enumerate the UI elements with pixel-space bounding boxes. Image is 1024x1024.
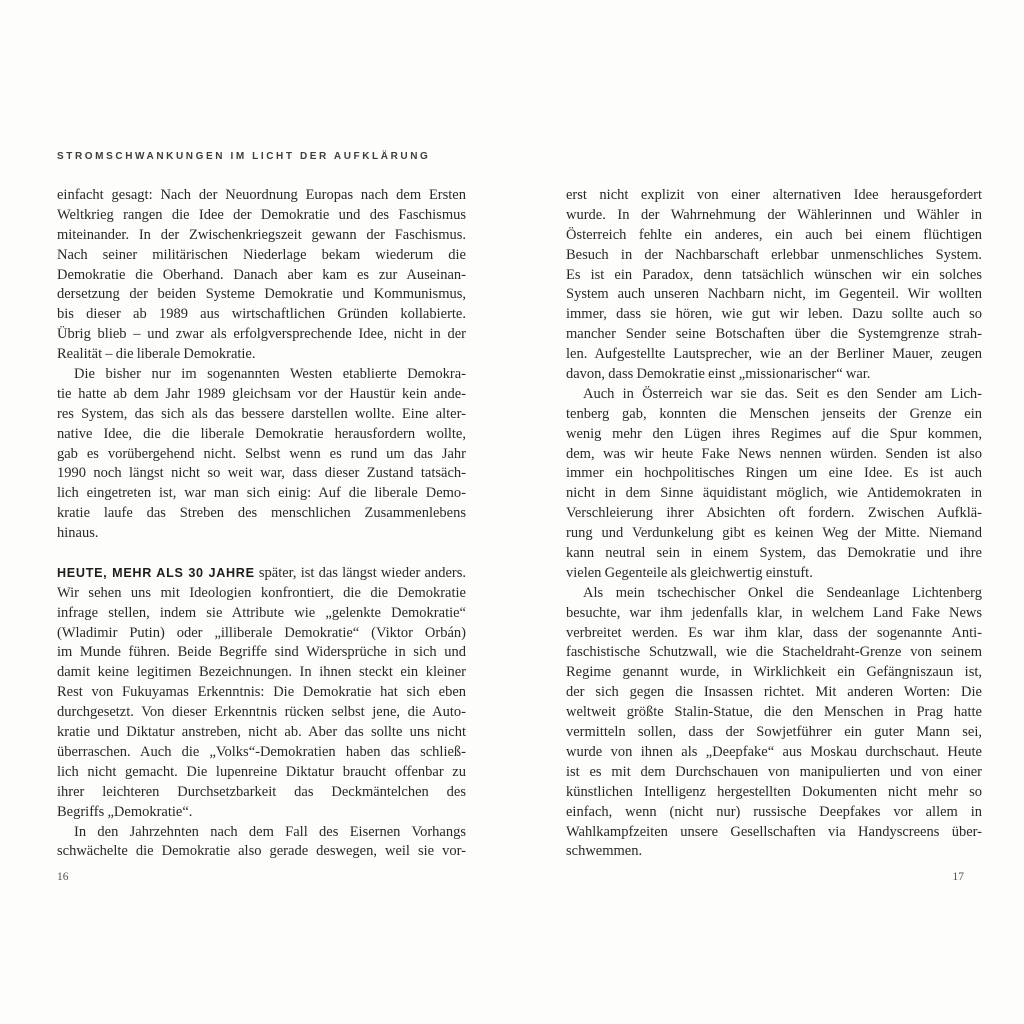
text-line: nicht in dem Sinne äquidistant möglich, wie Antidemokraten in [566,485,982,502]
text-line: Nach seiner militärischen Niederlage bekam wiederum die [57,246,466,263]
text-line: Besuch in der Nachbarschaft erlebbar unmenschliches System. [566,246,982,263]
text-line: Realität – die liberale Demokratie. [57,346,256,363]
text-line: tenberg gab, konnten die Menschen jenseits der Grenze ein [566,405,982,422]
text-line: verbreitet werden. Es war ihm klar, dass der sogenannte Anti- [566,624,982,641]
text-line: hinaus. [57,525,99,542]
text-line: ihrer leichteren Durchsetzbarkeit das Deckmäntelchen des [57,783,466,800]
text-line: künstlichen Intelligenz hergestellten Dokumenten nicht mehr so [566,783,982,800]
text-line: Verschleierung ihrer Absichten oft fordern. Zwischen Aufklä- [566,505,982,522]
chapter-running-head: STROMSCHWANKUNGEN IM LICHT DER AUFKLÄRUNG [57,151,431,162]
text-line: Wahlkampfzeiten unsere Gesellschaften via Handyscreens über- [566,823,982,840]
text-line: vermitteln sollen, dass der Sowjetführer ein guter Mann sei, [566,724,982,741]
text-line: kann neutral sein in einem System, das Demokratie und ihre [566,545,982,562]
text-line: lich eingetreten ist, war man sich einig: Auf die liberale Demo- [57,485,466,502]
text-line: infrage stellen, indem sie Attribute wie „gelenkte Demokratie“ [57,604,466,621]
text-line: Als mein tschechischer Onkel die Sendeanlage Lichtenberg [583,584,982,601]
text-line: dem, was wir heute Fake News nennen würden. Senden ist also [566,445,982,462]
text-line: res System, das sich als das bessere darstellen wollte. Eine alter- [57,405,466,422]
text-line: durchgesetzt. Von dieser Erkenntnis rücken selbst jene, die Auto- [57,704,466,721]
text-line: wurde. In der Wahrnehmung der Wählerinnen und Wähler in [566,206,982,223]
text-line: Die bisher nur im sogenannten Westen etablierte Demokra- [74,366,466,383]
text-line: Begriffs „Demokratie“. [57,803,193,820]
text-line: immer ein hochpolitisches Ringen um eine Idee. Es ist auch [566,465,982,482]
text-line: rung und Verdunkelung gibt es keinen Weg der Mitte. Niemand [566,525,982,542]
text-line: davon, dass Demokratie einst „missionarischer“ war. [566,366,871,383]
text-line: bis dieser ab 1989 aus wirtschaftlichen Gründen kollabierte. [57,306,466,323]
text-line: 1990 noch längst nicht so weit war, dass dieser Zustand tatsäch- [57,465,466,482]
page-number-left: 16 [57,871,69,883]
text-line: besuchte, war ihm jedenfalls klar, in welchem Land Fake News [566,604,982,621]
text-line: kratie und Diktatur anstreben, nicht ab. Aber das sollte uns nicht [57,724,466,741]
text-line: In den Jahrzehnten nach dem Fall des Eisernen Vorhangs [74,823,466,840]
text-line: tie hatte ab dem Jahr 1989 gleichsam vor der Haustür kein ande- [57,385,466,402]
text-line: kratie laufe das Streben des menschlichen Zusammenlebens [57,505,466,522]
text-line: vielen Gegenteile als gleichwertig einstuft. [566,564,813,581]
text-line: wurde von ihnen als „Deepfake“ aus Moskau durchschaut. Heute [566,743,982,760]
text-line: System auch unseren Nachbarn nicht, im Gegenteil. Wir wollten [566,286,982,303]
text-line: Österreich fehlte ein anderes, ein auch bei einem flüchtigen [566,226,982,243]
text-line: native Idee, die die liberale Demokratie herausfordern wollte, [57,425,466,442]
text-line: HEUTE, MEHR ALS 30 JAHRE später, ist das längst wieder anders. [57,564,466,581]
text-line: Übrig blieb – und zwar als erfolgversprechende Idee, nicht in der [57,326,466,343]
text-line: faschistische Schutzwall, wie die Stacheldraht-Grenze von seinem [566,644,982,661]
text-line: einfach, wenn (nicht nur) russische Deepfakes vor allem in [566,803,982,820]
paragraph-gap [57,544,466,564]
text-line: wenig mehr den Lügen ihres Regimes auf die Spur kommen, [566,425,982,442]
text-line: Auch in Österreich war sie das. Seit es den Sender am Lich- [583,385,982,402]
text-line: ist es mit dem Durchschauen von manipulierten und von einer [566,763,982,780]
text-line: dersetzung der beiden Systeme Demokratie und Kommunismus, [57,286,466,303]
text-line: im Munde führen. Beide Begriffe sind Widersprüche in sich und [57,644,466,661]
left-page-text-column [57,186,466,862]
text-line: mancher Sender seine Botschaften über die Systemgrenze strah- [566,326,982,343]
text-line: damit keine legitimen Bezeichnungen. In ihnen steckt ein kleiner [57,664,466,681]
section-lead-smallcaps: HEUTE, MEHR ALS 30 JAHRE [57,565,255,580]
right-page-text-column [566,186,982,862]
text-line: der sich gegen die Insassen richtet. Mit anderen Worten: Die [566,684,982,701]
text-line: weltweit größte Stalin-Statue, die den Menschen in Prag hatte [566,704,982,721]
text-line: len. Aufgestellte Lautsprecher, wie an der Berliner Mauer, zeugen [566,346,982,363]
text-line: schwemmen. [566,843,643,860]
text-line: lich nicht gemacht. Die lupenreine Diktatur braucht offenbar zu [57,763,466,780]
text-line: Weltkrieg rangen die Idee der Demokratie und des Faschismus [57,206,466,223]
text-line: miteinander. In der Zwischenkriegszeit gewann der Faschismus. [57,226,466,243]
text-line: Es ist ein Paradox, denn tatsächlich wünschen wir ein solches [566,266,982,283]
text-line: schwächelte die Demokratie also gerade deswegen, weil sie vor- [57,843,466,860]
text-line: immer, dass sie hören, wie gut wir leben. Dazu sollte auch so [566,306,982,323]
text-line: Regime genannt wurde, in Wirklichkeit ein Gefängniszaun ist, [566,664,982,681]
text-line: erst nicht explizit von einer alternativen Idee herausgefordert [566,187,982,203]
text-line: (Wladimir Putin) oder „illiberale Demokratie“ (Viktor Orbán) [57,624,466,641]
text-line: überraschen. Auch die „Volks“-Demokratien haben das schließ- [57,743,466,760]
text-line: Rest von Fukuyamas Erkenntnis: Die Demokratie hat sich eben [57,684,466,701]
text-line: Demokratie die Oberhand. Danach aber kam es zur Auseinan- [57,266,466,283]
text-line: Wir sehen uns mit Ideologien konfrontiert, die die Demokratie [57,584,466,601]
text-line: gab es vorübergehend nicht. Selbst wenn es rund um das Jahr [57,445,466,462]
text-line: einfacht gesagt: Nach der Neuordnung Europas nach dem Ersten [57,187,466,203]
page-number-right: 17 [952,871,964,883]
